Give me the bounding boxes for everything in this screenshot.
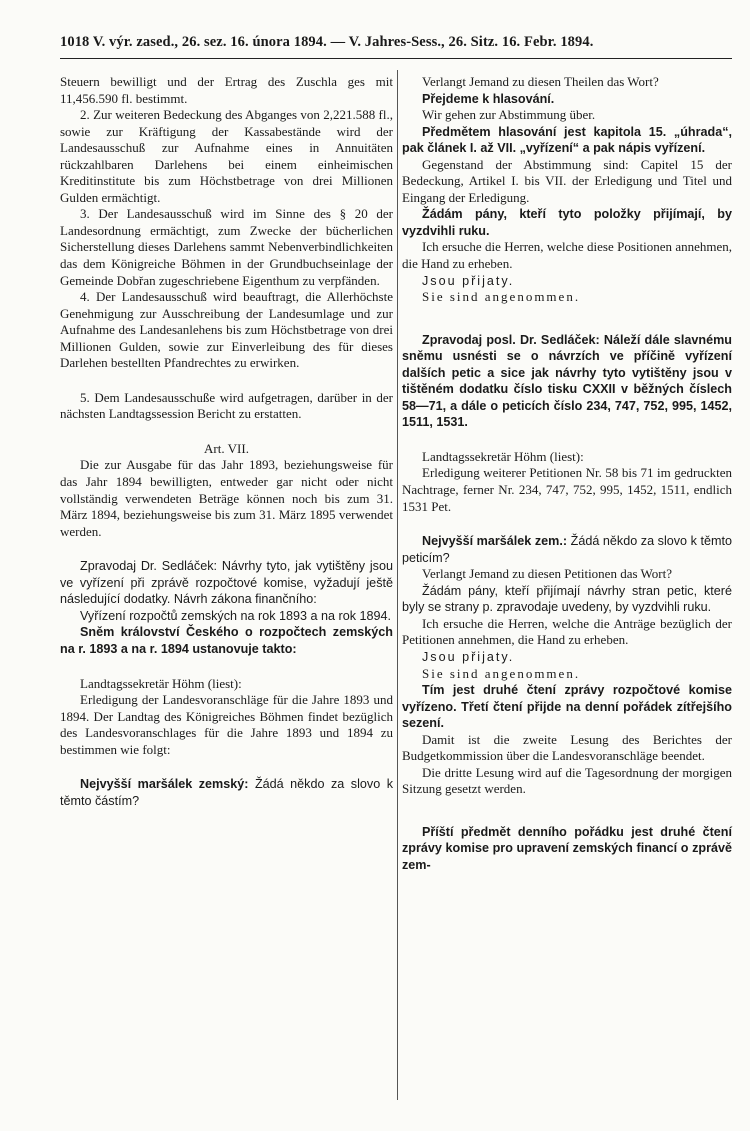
right-paragraph-17: Jsou přijaty. [422, 649, 515, 664]
speech-text: Návrhy tyto, jak vytištěny jsou ve vyřízení při zprávě rozpočtové komise, vyžadují ještě následující dodatky. Návrh zákona finančního: [60, 559, 393, 607]
right-paragraph-18: Sie sind angenommen. [422, 665, 581, 681]
speaker-note: (liest): [546, 448, 584, 464]
speaker-name: Zpravodaj posl. Dr. Sedláček: [422, 332, 600, 347]
speaker-name: Landtagssekretär Höhm [80, 675, 205, 691]
right-paragraph-2: Přejdeme k hlasování. [422, 91, 555, 106]
right-paragraph-10 [402, 332, 732, 431]
left-paragraph-11: Erledigung der Landesvoranschläge für die Jahre 1893 und 1894. Der Landtag des Königreiches Böhmen findet bezüglich des Landesvoranschlages für die Jahre 1893 und 1894 zu bestimmen wie folgt: [60, 692, 393, 757]
right-paragraph-9: Sie sind angenommen. [422, 289, 581, 305]
column-divider [397, 70, 398, 1100]
header-rule [60, 58, 732, 59]
speaker-note: (liest): [204, 675, 242, 691]
right-paragraph-14: Verlangt Jemand zu diesen Petitionen das Wort? [422, 566, 672, 582]
right-paragraph-21: Die dritte Lesung wird auf die Tagesordnung der morgigen Sitzung gesetzt werden. [402, 764, 732, 797]
left-column [60, 74, 393, 809]
right-paragraph-20: Damit ist die zweite Lesung des Berichtes der Budgetkommission über die Landesvoranschläge beendet. [402, 731, 732, 764]
left-paragraph-12 [60, 776, 393, 809]
right-paragraph-8: Jsou přijaty. [422, 273, 515, 288]
speech-text: Žádá někdo za slovo k těmto částím? [60, 777, 393, 808]
left-paragraph-8: Vyřízení rozpočtů zemských na rok 1893 a na rok 1894. [80, 608, 392, 623]
left-paragraph-7 [60, 558, 393, 608]
left-paragraph-2: 2. Zur weiteren Bedeckung des Abganges von 2,221.588 fl., sowie zur Kräftigung der Kassabestände wird der Landesausschuß zur Aufnahme eines in Annuitäten rückzahlbaren Darlehens bei einem einheimischen Kreditinstitute bis zum Höchstbetrage von drei Millionen Gulden ermächtigt. [60, 107, 393, 205]
right-paragraph-1: Verlangt Jemand zu diesen Theilen das Wort? [422, 74, 659, 89]
right-paragraph-12: Erledigung weiterer Petitionen Nr. 58 bis 71 im gedruckten Nachtrage, ferner Nr. 234, 747, 752, 995, 1452, 1511, endlich 1531 Pet. [402, 465, 732, 514]
left-paragraph-5: 5. Dem Landesausschuße wird aufgetragen, darüber in der nächsten Landtagssession Bericht zu erstatten. [60, 389, 393, 422]
right-paragraph-5: Gegenstand der Abstimmung sind: Capitel 15 der Bedeckung, Artikel I. bis VII. der Erledigung und Titel und Eingang der Erledigung. [402, 156, 732, 205]
right-paragraph-7: Ich ersuche die Herren, welche diese Positionen annehmen, die Hand zu erheben. [402, 239, 732, 272]
left-paragraph-6: Die zur Ausgabe für das Jahr 1893, beziehungsweise für das Jahr 1894 bewilligten, entweder gar nicht oder nicht vollständig verwendeten Beträge können noch bis zum 31. März 1894, beziehungsweise bis zum 31. März 1895 verwendet werden. [60, 457, 393, 539]
left-paragraph-1: Steuern bewilligt und der Ertrag des Zuschla ges mit 11,456.590 fl. bestimmt. [60, 74, 393, 106]
speech-text: Náleží dále slavnému sněmu usnésti se o návrzích ve příčině vyřízení dalších petic a sice jak návrhy tyto vytištěny jsou v tištěném dodatku číslo tisku CXXII v běžných číslech 58—71, a dále o peticích číslo 234, 747, 752, 995, 1452, 1511, 1531. [402, 332, 732, 430]
article-heading: Art. VII. [204, 440, 249, 456]
right-paragraph-15: Žádám pány, kteří přijímají návrhy stran petic, které byly se strany p. zpravodaje uvedeny, by vyzdvihli ruku. [402, 583, 732, 615]
right-paragraph-4: Předmětem hlasování jest kapitola 15. „úhrada“, pak článek I. až VII. „vyřízení“ a pak nápis vyřízení. [402, 124, 732, 156]
right-column [402, 74, 732, 874]
right-paragraph-19: Tím jest druhé čtení zprávy rozpočtové komise vyřízeno. Třetí čtení přijde na denní pořádek zítřejšího sezení. [402, 683, 732, 731]
left-paragraph-3: 3. Der Landesausschuß wird im Sinne des § 20 der Landesordnung ermächtigt, zum Zwecke der bücherlichen Sicherstellung dieses Darlehens sammt Nebenverbindlichkeiten das dem Königreiche Böhmen in der Grundbuchseinlage der Gemeinde Dobřan zugeschriebene Eigenthum zu verpfänden. [60, 206, 393, 288]
speech-text: Žádá někdo za slovo k těmto peticím? [402, 534, 732, 565]
left-paragraph-4: 4. Der Landesausschuß wird beauftragt, die Allerhöchste Genehmigung zur Ausschreibung der Landesumlage und zur Aufnahme des Landesanlehens bis zum Höchstbetrage von drei Millionen Gulden, sowie zur Einverleibung des für dieses Darlehen bestellten Pfandrechtes zu erwirken. [60, 289, 393, 371]
speaker-name: Nejvyšší maršálek zemský: [80, 777, 249, 792]
page-header: 1018 V. výr. zased., 26. sez. 16. února 1894. — V. Jahres-Sess., 26. Sitz. 16. Febr. 1894. [60, 34, 594, 50]
speaker-name: Zpravodaj Dr. Sedláček: [80, 559, 218, 574]
right-paragraph-13 [402, 533, 732, 566]
right-paragraph-6: Žádám pány, kteří tyto položky přijímají, by vyzdvihli ruku. [402, 207, 732, 238]
speaker-name: Landtagssekretär Höhm [422, 448, 547, 464]
right-paragraph-11 [402, 449, 732, 466]
left-paragraph-9: Sněm království Českého o rozpočtech zemských na r. 1893 a na r. 1894 ustanovuje takto: [60, 625, 393, 656]
right-paragraph-22: Příští předmět denního pořádku jest druhé čtení zprávy komise pro upravení zemských financí o zprávě zem- [402, 824, 732, 872]
right-paragraph-3: Wir gehen zur Abstimmung über. [422, 107, 596, 123]
right-paragraph-16: Ich ersuche die Herren, welche die Anträge bezüglich der Petitionen annehmen, die Hand zu erheben. [402, 615, 732, 648]
left-paragraph-10 [60, 676, 393, 693]
speaker-name: Nejvyšší maršálek zem.: [422, 534, 568, 549]
